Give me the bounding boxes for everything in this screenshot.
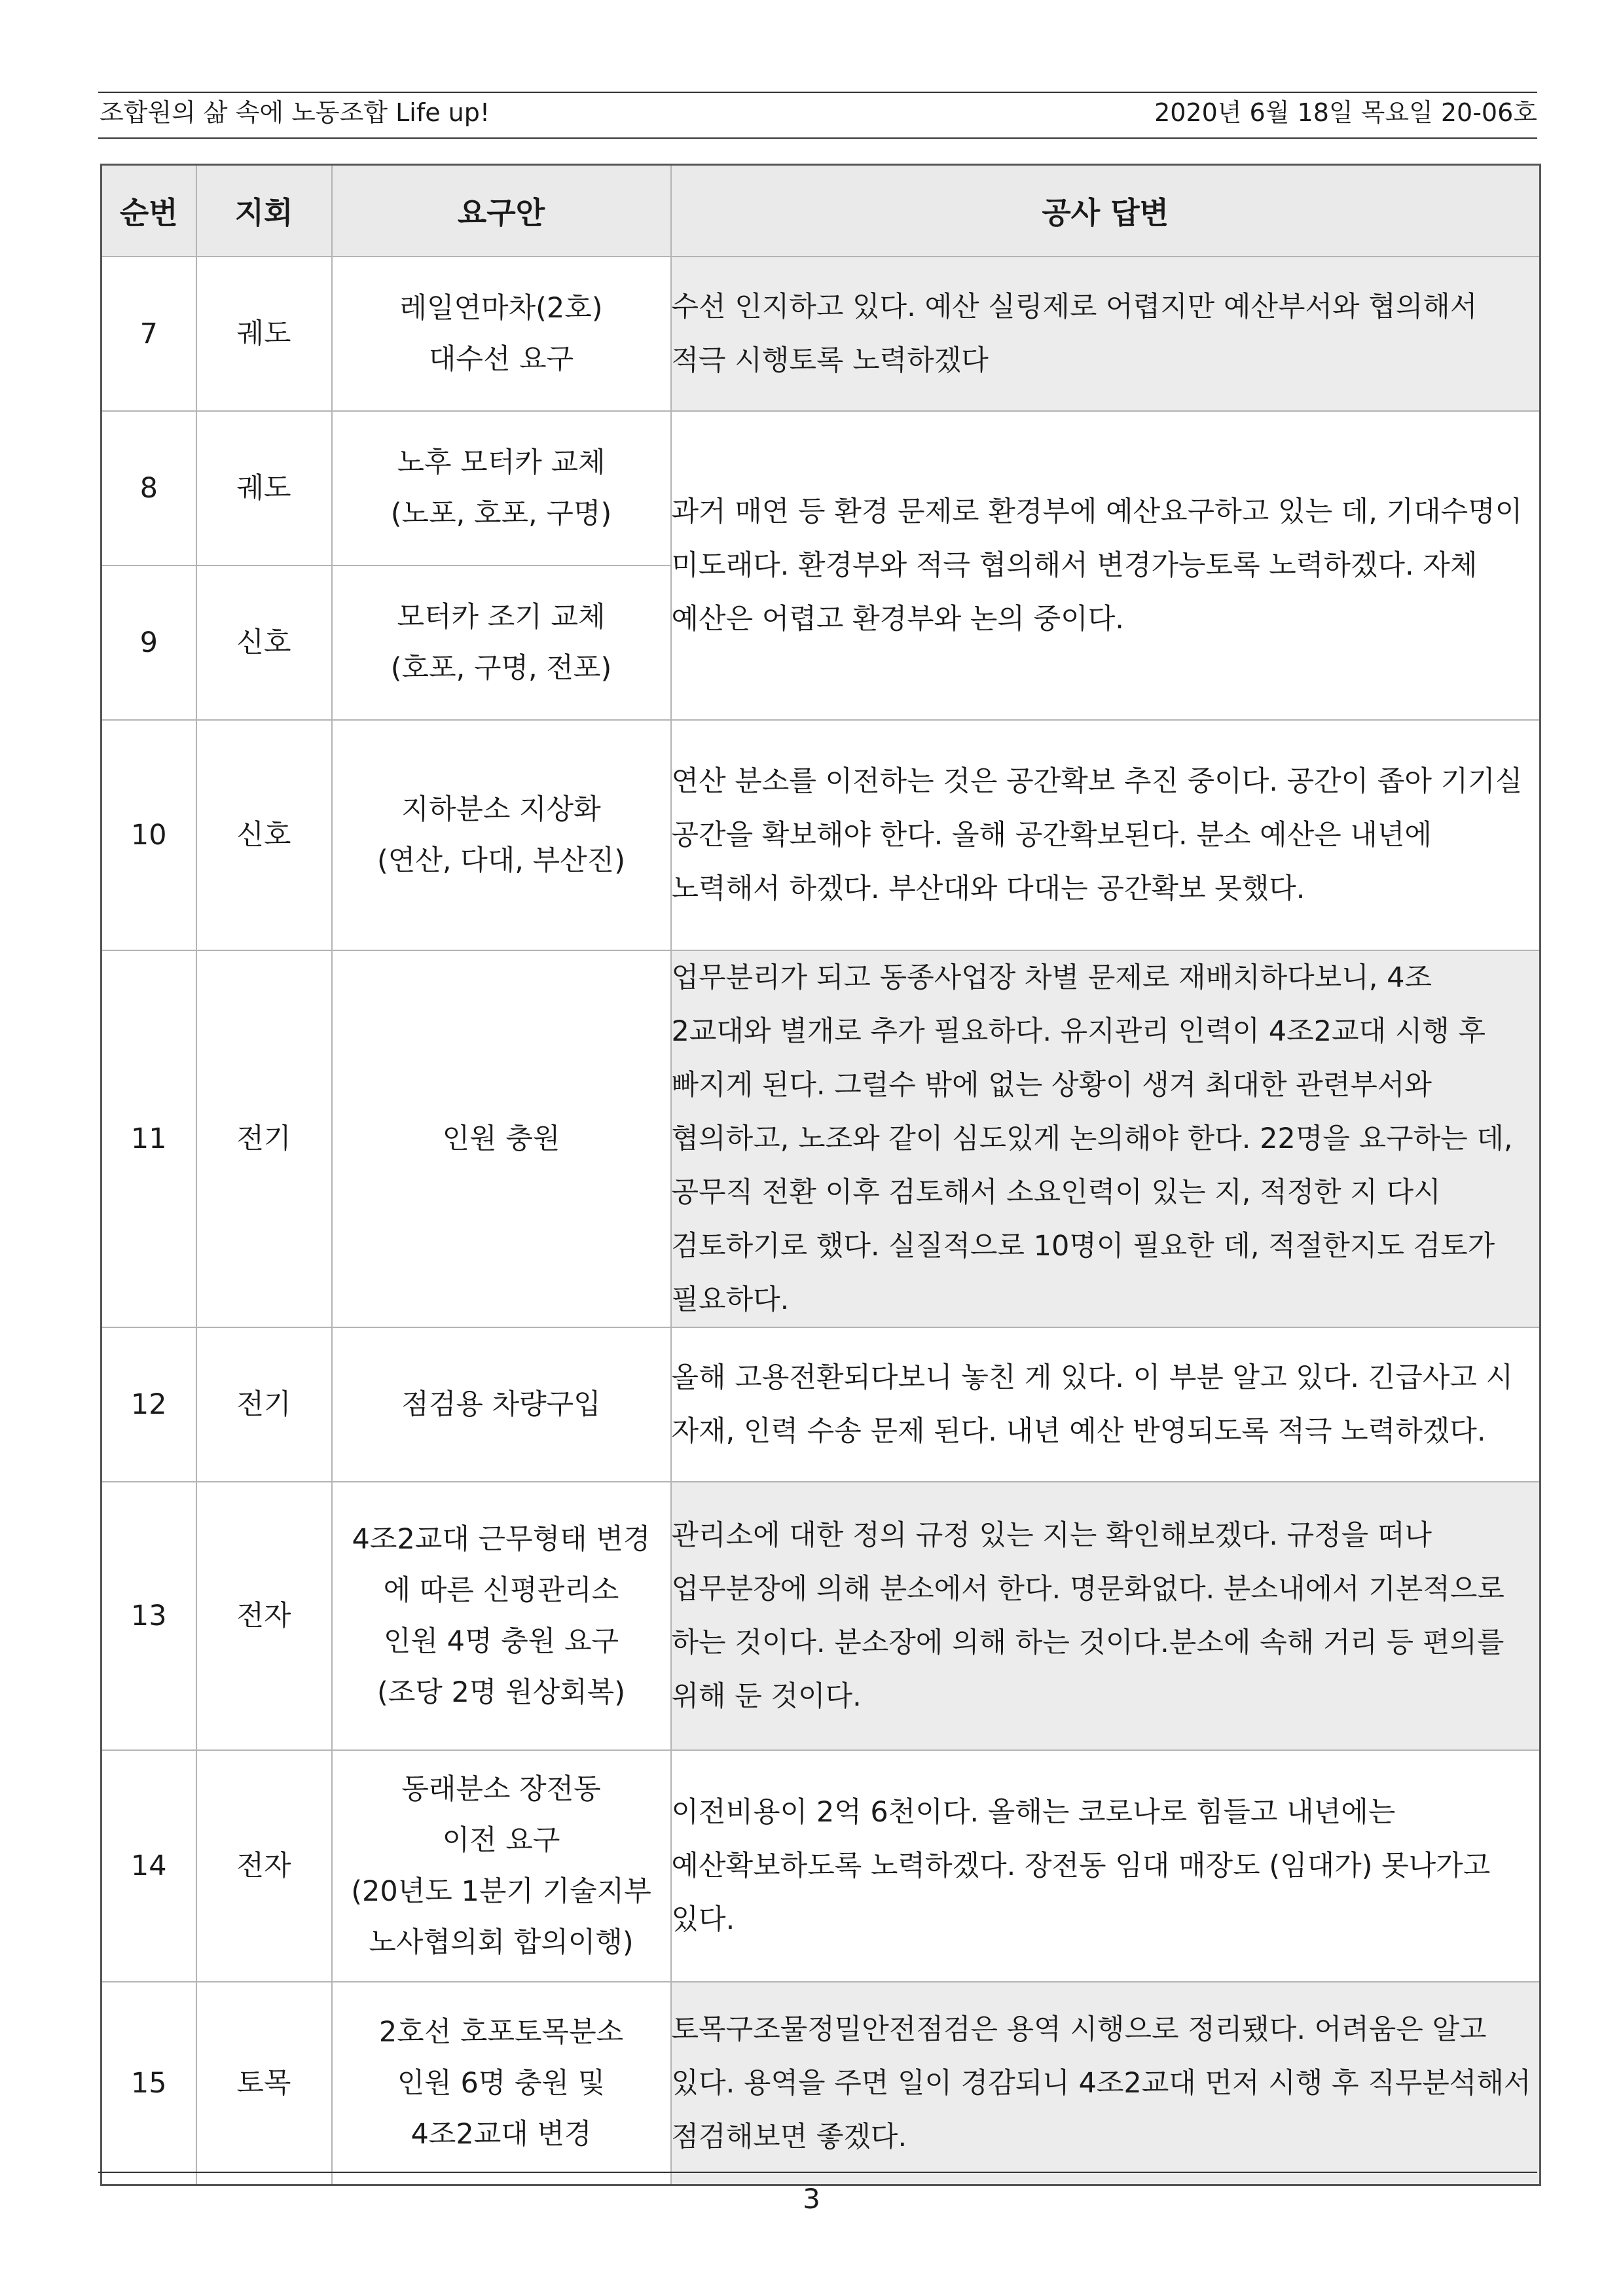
table-row: [101, 1750, 1541, 1982]
row-branch: 신호: [196, 720, 332, 950]
demand-line: 인원 6명 충원 및: [397, 2066, 606, 2100]
demand-line: (조당 2명 원상회복): [376, 1676, 625, 1709]
row-answer: 토목구조물정밀안전점검은 용역 시행으로 정리됐다. 어려움은 알고 있다. 용역을 주면 일이 경감되니 4조2교대 먼저 시행 후 직무분석해서 점검해보면 좋겠다.: [671, 1982, 1541, 2185]
demand-line: 인원 4명 충원 요구: [383, 1625, 619, 1658]
header-issue-date: 2020년 6월 18일 목요일 20-06호: [1154, 98, 1537, 127]
footer-rule: [98, 2172, 1537, 2173]
row-answer: 올해 고용전환되다보니 놓친 게 있다. 이 부분 알고 있다. 긴급사고 시 자재, 인력 수송 문제 된다. 내년 예산 반영되도록 적극 노력하겠다.: [671, 1327, 1541, 1482]
row-branch: 토목: [196, 1982, 332, 2185]
demand-line: (노포, 호포, 구명): [390, 497, 612, 530]
header-title: 조합원의 삶 속에 노동조합 Life up!: [100, 98, 490, 127]
row-demand: [332, 411, 671, 565]
demand-line: 모터카 조기 교체: [397, 601, 606, 634]
row-demand: [332, 720, 671, 950]
page-number: 3: [803, 2183, 820, 2215]
table-row: [101, 1327, 1541, 1482]
table-row: [101, 1482, 1541, 1750]
table-row: [101, 950, 1541, 1327]
row-answer: 연산 분소를 이전하는 것은 공간확보 추진 중이다. 공간이 좁아 기기실 공간을 확보해야 한다. 올해 공간확보된다. 분소 예산은 내년에 노력해서 하겠다. 부산대와 다대는 공간확보 못했다.: [671, 720, 1541, 950]
row-answer: 이전비용이 2억 6천이다. 올해는 코로나로 힘들고 내년에는 예산확보하도록 노력하겠다. 장전동 임대 매장도 (임대가) 못나가고 있다.: [671, 1750, 1541, 1982]
col-header-branch: 지회: [196, 165, 332, 257]
row-answer: 수선 인지하고 있다. 예산 실링제로 어렵지만 예산부서와 협의해서 적극 시행토록 노력하겠다: [671, 257, 1541, 411]
col-header-no: 순번: [101, 165, 196, 257]
demand-line: 지하분소 지상화: [401, 793, 601, 826]
demand-line: 동래분소 장전동: [401, 1773, 601, 1806]
table-row: [101, 257, 1541, 411]
demand-response-table: [100, 164, 1541, 2186]
demand-line: 4조2교대 근무형태 변경: [352, 1523, 651, 1556]
row-branch: 궤도: [196, 411, 332, 565]
row-answer: 업무분리가 되고 동종사업장 차별 문제로 재배치하다보니, 4조 2교대와 별개로 추가 필요하다. 유지관리 인력이 4조2교대 시행 후 빠지게 된다. 그럴수 밖에 없는 상황이 생겨 최대한 관련부서와 협의하고, 노조와 같이 심도있게 논의해야 한다. 22명을 요구하는 데, 공무직 전환 이후 검토해서 소요인력이 있는 지, 적정한 지 다시 검토하기로 했다. 실질적으로 10명이 필요한 데, 적절한지도 검토가 필요하다.: [671, 950, 1541, 1327]
row-demand: 점검용 차량구입: [332, 1327, 671, 1482]
table-header-row: [101, 165, 1541, 257]
demand-line: (연산, 다대, 부산진): [377, 844, 625, 877]
row-no: 10: [101, 720, 196, 950]
demand-line: (20년도 1분기 기술지부: [351, 1875, 651, 1908]
row-no: 14: [101, 1750, 196, 1982]
col-header-demand: 요구안: [332, 165, 671, 257]
demand-line: 대수선 요구: [428, 343, 574, 376]
table-row: [101, 1982, 1541, 2185]
row-branch: 신호: [196, 565, 332, 720]
demand-line: 4조2교대 변경: [410, 2117, 592, 2151]
table-row: [101, 411, 1541, 565]
row-no: 11: [101, 950, 196, 1327]
row-demand: [332, 1982, 671, 2185]
row-branch: 전자: [196, 1482, 332, 1750]
row-no: 15: [101, 1982, 196, 2185]
demand-line: 레일연마차(2호): [399, 292, 603, 325]
demand-line: 이전 요구: [442, 1824, 560, 1857]
row-branch: 궤도: [196, 257, 332, 411]
demand-line: 2호선 호포토목분소: [378, 2015, 624, 2049]
row-branch: 전자: [196, 1750, 332, 1982]
demand-line: 노후 모터카 교체: [397, 446, 606, 479]
row-no: 12: [101, 1327, 196, 1482]
header-bottom-rule: [98, 137, 1537, 139]
row-answer: 관리소에 대한 정의 규정 있는 지는 확인해보겠다. 규정을 떠나 업무분장에 의해 분소에서 한다. 명문화없다. 분소내에서 기본적으로 하는 것이다. 분소장에 의해 하는 것이다.분소에 속해 거리 등 편의를 위해 둔 것이다.: [671, 1482, 1541, 1750]
header-top-rule: [98, 92, 1537, 93]
row-branch: 전기: [196, 950, 332, 1327]
demand-line: 노사협의회 합의이행): [369, 1926, 634, 1959]
row-no: 8: [101, 411, 196, 565]
row-answer-merged: 과거 매연 등 환경 문제로 환경부에 예산요구하고 있는 데, 기대수명이 미도래다. 환경부와 적극 협의해서 변경가능토록 노력하겠다. 자체 예산은 어렵고 환경부와 논의 중이다.: [671, 411, 1541, 720]
row-branch: 전기: [196, 1327, 332, 1482]
row-no: 7: [101, 257, 196, 411]
row-no: 9: [101, 565, 196, 720]
row-demand: 인원 충원: [332, 950, 671, 1327]
col-header-answer: 공사 답변: [671, 165, 1541, 257]
demand-line: 에 따른 신평관리소: [383, 1574, 619, 1607]
row-no: 13: [101, 1482, 196, 1750]
row-demand: [332, 1482, 671, 1750]
table-row: [101, 720, 1541, 950]
demand-line: (호포, 구명, 전포): [390, 652, 612, 685]
row-demand: [332, 257, 671, 411]
row-demand: [332, 565, 671, 720]
row-demand: [332, 1750, 671, 1982]
